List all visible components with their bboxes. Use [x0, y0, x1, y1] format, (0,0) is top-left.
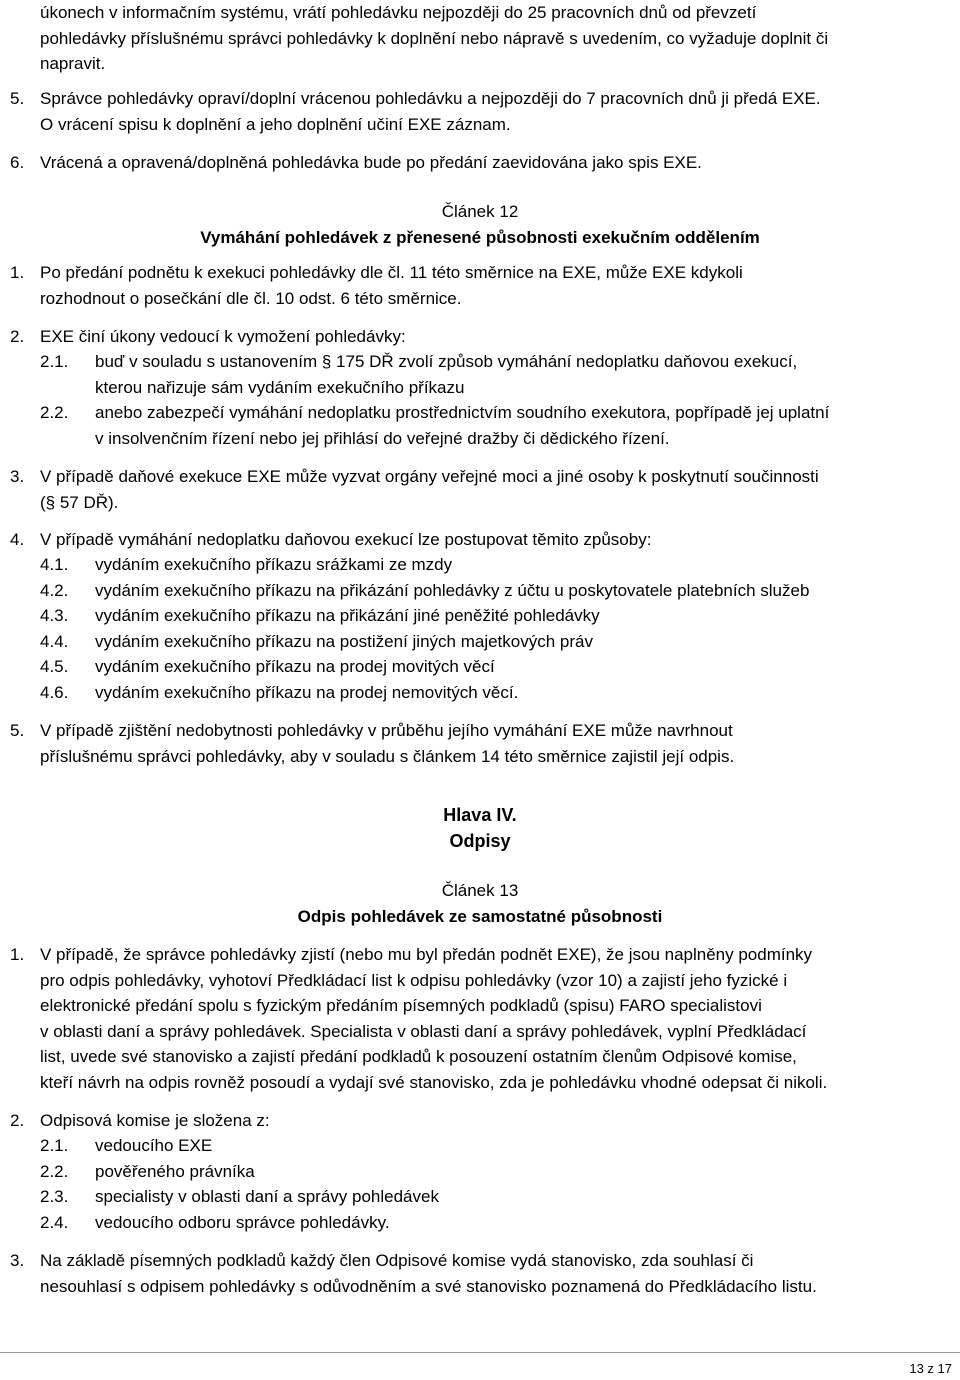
text-line: vedoucího odboru správce pohledávky.	[95, 1212, 390, 1232]
text-line: O vrácení spisu k doplnění a jeho doplnění učiní EXE záznam.	[40, 114, 511, 134]
text-line: pro odpis pohledávky, vyhotoví Předkládací list k odpisu pohledávky (vzor 10) a zajistí jeho fyzické i	[40, 970, 788, 990]
item-number: 2.4.	[40, 1212, 69, 1232]
list-item	[10, 942, 950, 1095]
item-number: 2.3.	[40, 1187, 69, 1206]
text-line: pohledávky příslušnému správci pohledávky k doplnění nebo nápravě s uvedením, co vyžaduje doplnit či	[40, 28, 829, 48]
intro-paragraph	[10, 0, 950, 77]
list-item	[10, 260, 950, 311]
text-line: V případě zjištění nedobytnosti pohledávky v průběhu jejího vymáhání EXE může navrhnout	[40, 721, 733, 740]
text-line: nesouhlasí s odpisem pohledávky s odůvodněním a své stanovisko poznamená do Předkládacího listu.	[40, 1276, 817, 1296]
text-line: Vrácená a opravená/doplněná pohledávka bude po předání zaevidována jako spis EXE.	[40, 153, 702, 172]
item-number: 5.	[10, 721, 25, 740]
text-line: úkonech v informačním systému, vrátí pohledávku nejpozději do 25 pracovních dnů od převzetí	[40, 3, 757, 22]
list-item	[10, 718, 950, 769]
list-item	[10, 1248, 950, 1299]
text-line: anebo zabezpečí vymáhání nedoplatku prostřednictvím soudního exekutora, popřípadě jej uplatní	[95, 403, 830, 422]
list-item	[10, 1108, 950, 1134]
article-title: Odpis pohledávek ze samostatné působnosti	[297, 906, 663, 926]
item-number: 2.2.	[40, 1161, 69, 1181]
item-number: 4.3.	[40, 606, 69, 625]
text-line: (§ 57 DŘ).	[40, 492, 119, 512]
item-number: 4.	[10, 530, 25, 549]
item-number: 5.	[10, 89, 25, 108]
list-item	[10, 324, 950, 350]
text-line: V případě vymáhání nedoplatku daňovou exekucí lze postupovat těmito způsoby:	[40, 530, 652, 549]
sub-list-item	[10, 400, 950, 451]
item-number: 2.1.	[40, 1136, 69, 1155]
list-item	[10, 464, 950, 515]
text-line: vydáním exekučního příkazu na přikázání pohledávky z účtu u poskytovatele platebních služeb	[95, 580, 810, 600]
text-line: elektronické předání spolu s fyzickým předáním písemných podkladů (spisu) FARO specialistovi	[40, 996, 762, 1015]
item-number: 4.1.	[40, 555, 69, 574]
chapter-title: Odpisy	[449, 830, 511, 851]
text-line: list, uvede své stanovisko a zajistí předání podkladů k posouzení ostatním členům Odpisové komise,	[40, 1047, 797, 1066]
text-line: V případě, že správce pohledávky zjistí (nebo mu byl předán podnět EXE), že jsou naplněny podmínky	[40, 945, 813, 964]
article-label: Článek 12	[441, 202, 519, 221]
text-line: kterou nařizuje sám vydáním exekučního příkazu	[95, 377, 465, 397]
list-item	[10, 527, 950, 553]
text-line: EXE činí úkony vedoucí k vymožení pohledávky:	[40, 327, 406, 346]
text-line: vydáním exekučního příkazu srážkami ze mzdy	[95, 555, 453, 574]
text-line: vydáním exekučního příkazu na postižení jiných majetkových práv	[95, 631, 593, 651]
chapter-label: Hlava IV.	[443, 805, 517, 825]
text-line: buď v souladu s ustanovením § 175 DŘ zvolí způsob vymáhání nedoplatku daňovou exekucí,	[95, 352, 798, 371]
item-number: 3.	[10, 467, 25, 486]
article-heading	[10, 199, 950, 250]
text-line: kteří návrh na odpis rovněž posoudí a vydají své stanovisko, zda je pohledávku vhodné odepsat či nikoli.	[40, 1072, 828, 1092]
text-line: V případě daňové exekuce EXE může vyzvat orgány veřejné moci a jiné osoby k poskytnutí součinnosti	[40, 467, 819, 486]
item-number: 4.6.	[40, 682, 69, 702]
sub-list	[10, 552, 950, 705]
item-number: 1.	[10, 263, 25, 282]
item-number: 3.	[10, 1251, 25, 1270]
item-number: 2.1.	[40, 352, 69, 371]
text-line: rozhodnout o posečkání dle čl. 10 odst. 6 této směrnice.	[40, 288, 462, 308]
item-number: 1.	[10, 945, 25, 964]
text-line: Odpisová komise je složena z:	[40, 1111, 270, 1130]
text-line: vydáním exekučního příkazu na prodej movitých věcí	[95, 657, 495, 676]
item-number: 2.2.	[40, 403, 69, 422]
item-number: 4.4.	[40, 631, 69, 651]
sub-list-item	[10, 349, 950, 400]
list-item	[10, 150, 950, 176]
text-line: Po předání podnětu k exekuci pohledávky dle čl. 11 této směrnice na EXE, může EXE kdykoli	[40, 263, 743, 282]
item-number: 4.2.	[40, 580, 69, 600]
text-line: Správce pohledávky opraví/doplní vrácenou pohledávku a nejpozději do 7 pracovních dnů ji předá EXE.	[40, 89, 821, 108]
text-line: vydáním exekučního příkazu na prodej nemovitých věcí.	[95, 682, 519, 702]
page-number: 13 z 17	[909, 1361, 952, 1376]
text-line: napravit.	[40, 54, 106, 73]
item-number: 2.	[10, 327, 25, 346]
text-line: vedoucího EXE	[95, 1136, 213, 1155]
chapter-heading	[10, 803, 950, 854]
text-line: vydáním exekučního příkazu na přikázání jiné peněžité pohledávky	[95, 606, 600, 625]
item-number: 6.	[10, 153, 25, 172]
text-line: pověřeného právníka	[95, 1161, 255, 1181]
item-number: 2.	[10, 1111, 25, 1130]
article-title: Vymáhání pohledávek z přenesené působnosti exekučním oddělením	[200, 227, 760, 247]
list-item	[10, 86, 950, 137]
text-line: specialisty v oblasti daní a správy pohledávek	[95, 1187, 439, 1206]
text-line: v oblasti daní a správy pohledávek. Specialista v oblasti daní a správy pohledávek, vyplní Předkládací	[40, 1021, 807, 1041]
article-heading	[10, 878, 950, 929]
text-line: Na základě písemných podkladů každý člen Odpisové komise vydá stanovisko, zda souhlasí či	[40, 1251, 754, 1270]
item-number: 4.5.	[40, 657, 69, 676]
sub-list	[10, 1133, 950, 1235]
article-label: Článek 13	[441, 881, 519, 900]
text-line: v insolvenčním řízení nebo jej přihlásí do veřejné dražby či dědického řízení.	[95, 428, 670, 448]
footer-divider	[0, 1352, 960, 1353]
text-line: příslušnému správci pohledávky, aby v souladu s článkem 14 této směrnice zajistil její odpis.	[40, 746, 735, 766]
